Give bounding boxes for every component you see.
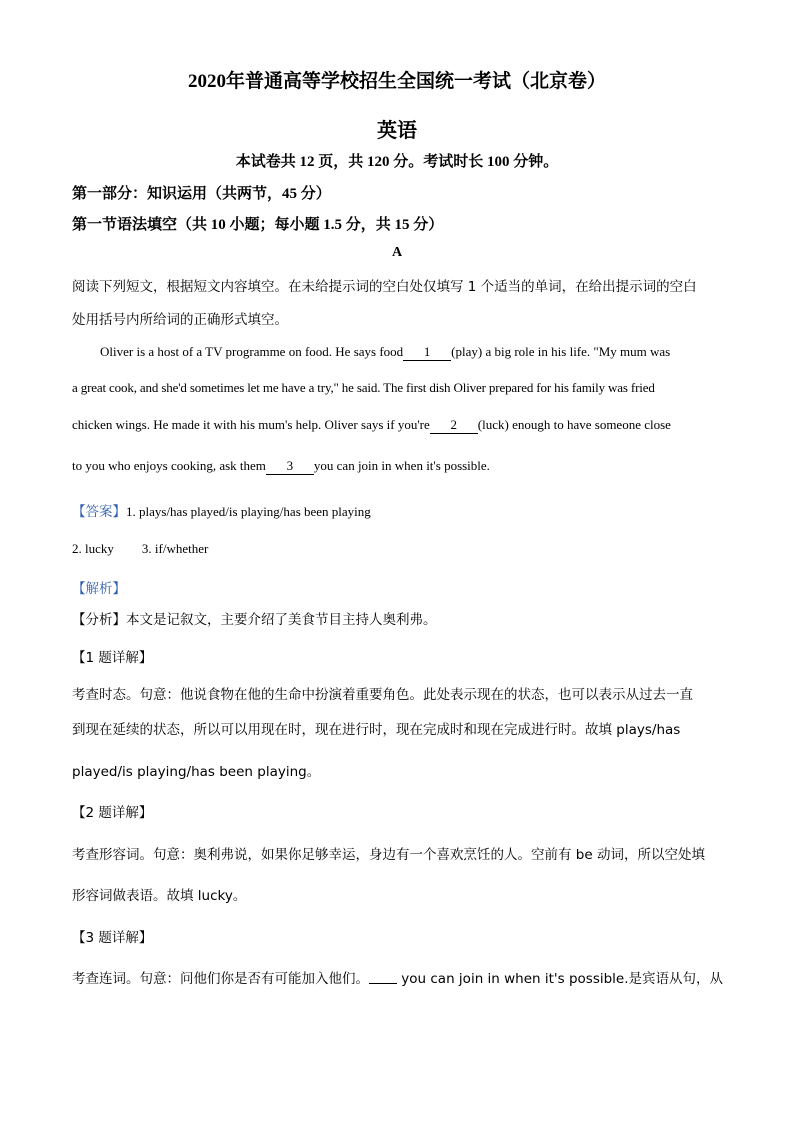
passage-line: a great cook, and she'd sometimes let me have a try," he said. The first dish Oliver prepared for his family was fried xyxy=(72,380,655,395)
passage-line xyxy=(100,344,670,361)
answer-2: 2. lucky xyxy=(72,541,114,556)
instruction-line: 阅读下列短文，根据短文内容填空。在未给提示词的空白处仅填写 1 个适当的单词，在给出提示词的空白 xyxy=(72,279,697,295)
passage-text: to you who enjoys cooking, ask them xyxy=(72,458,266,473)
section-letter: A xyxy=(391,245,403,260)
passage-text: chicken wings. He made it with his mum's help. Oliver says if you're xyxy=(72,417,430,432)
passage-line xyxy=(72,458,490,475)
part-heading: 第一部分：知识运用（共两节，45 分） xyxy=(72,186,331,202)
subject-title: 英语 xyxy=(377,120,417,142)
q2-line: 考查形容词。句意：奥利弗说，如果你足够幸运，身边有一个喜欢烹饪的人。空前有 be 动词，所以空处填 xyxy=(72,847,705,863)
answer-line xyxy=(72,500,371,520)
passage-line xyxy=(72,417,671,434)
analysis-text: 本文是记叙文，主要介绍了美食节目主持人奥利弗。 xyxy=(126,612,437,628)
passage-text: (luck) enough to have someone close xyxy=(477,417,671,432)
q3-blank xyxy=(369,970,397,984)
q3-text: 考查连词。句意：问他们你是否有可能加入他们。 xyxy=(72,971,369,987)
blank-1: 1 xyxy=(403,344,451,361)
q3-tag: 【3 题详解】 xyxy=(72,930,153,946)
exam-info: 本试卷共 12 页，共 120 分。考试时长 100 分钟。 xyxy=(235,154,559,170)
exam-title: 2020年普通高等学校招生全国统一考试（北京卷） xyxy=(187,71,606,92)
q1-line: 到现在延续的状态，所以可以用现在时，现在进行时，现在完成时和现在完成进行时。故填 plays/has xyxy=(72,722,681,738)
blank-3: 3 xyxy=(266,458,314,475)
analysis-tag: 【解析】 xyxy=(72,581,126,597)
q1-tag: 【1 题详解】 xyxy=(72,650,153,666)
passage-text: you can join in when it's possible. xyxy=(313,458,490,473)
section-heading: 第一节语法填空（共 10 小题；每小题 1.5 分，共 15 分） xyxy=(72,217,444,233)
answer-line xyxy=(72,541,208,557)
blank-2: 2 xyxy=(430,417,478,434)
analysis-line xyxy=(72,608,437,628)
analysis-subtag: 【分析】 xyxy=(72,612,126,628)
q3-line xyxy=(72,967,723,987)
q2-tag: 【2 题详解】 xyxy=(72,805,153,821)
q3-text: you can join in when it's possible.是宾语从句，从 xyxy=(397,971,724,987)
q2-line: 形容词做表语。故填 lucky。 xyxy=(72,888,247,904)
answer-3: 3. if/whether xyxy=(141,541,209,556)
q1-line: 考查时态。句意：他说食物在他的生命中扮演着重要角色。此处表示现在的状态，也可以表示从过去一直 xyxy=(72,687,693,703)
answer-tag: 【答案】 xyxy=(72,504,126,520)
q1-line: played/is playing/has been playing。 xyxy=(72,764,321,780)
answer-1: 1. plays/has played/is playing/has been playing xyxy=(126,504,371,519)
instruction-line: 处用括号内所给词的正确形式填空。 xyxy=(72,312,288,328)
passage-text: Oliver is a host of a TV programme on food. He says food xyxy=(100,344,404,359)
passage-text: (play) a big role in his life. "My mum was xyxy=(451,344,671,359)
